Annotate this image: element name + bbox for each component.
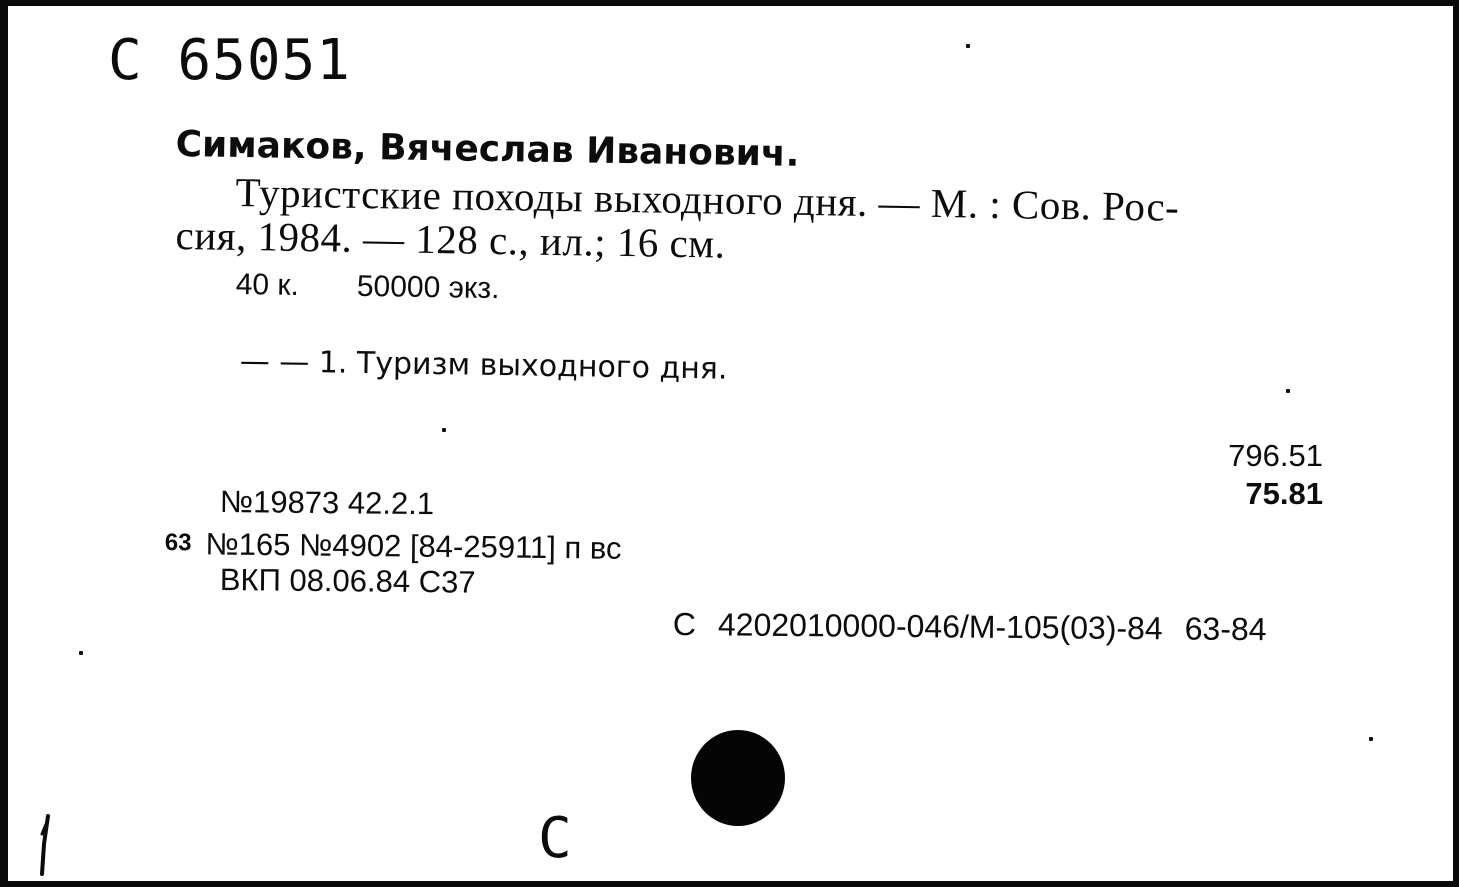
speck bbox=[1369, 737, 1373, 741]
price-line bbox=[235, 268, 499, 306]
tech-line-2-text: №165 №4902 [84-25911] п вс bbox=[205, 526, 622, 566]
tech-line-2 bbox=[165, 526, 622, 567]
speck bbox=[442, 428, 446, 432]
speck bbox=[966, 44, 970, 48]
speck bbox=[79, 651, 83, 655]
isbn-prefix: С bbox=[672, 606, 697, 643]
call-number: С 65051 bbox=[108, 28, 352, 93]
price: 40 к. bbox=[235, 268, 300, 302]
pen-mark-icon bbox=[38, 814, 52, 878]
author-heading: Симаков, Вячеслав Иванович. bbox=[175, 124, 800, 175]
punch-hole bbox=[691, 730, 785, 826]
isbn-code: 4202010000-046/М-105(03)-84 bbox=[717, 606, 1163, 647]
tech-line-2-lead: 63 bbox=[164, 528, 192, 557]
bottom-letter: С bbox=[538, 806, 572, 871]
print-run: 50000 экз. bbox=[356, 269, 500, 306]
title-line-2: сия, 1984. — 128 с., ил.; 16 см. bbox=[175, 211, 726, 267]
speck bbox=[1286, 389, 1290, 393]
isbn-suffix: 63-84 bbox=[1184, 610, 1267, 648]
tech-line-3: ВКП 08.06.84 С37 bbox=[219, 562, 476, 600]
subject-heading: — — 1. Туризм выходного дня. bbox=[239, 344, 728, 387]
classification-index-2: 75.81 bbox=[1245, 476, 1323, 511]
title-line-1: Туристские походы выходного дня. — М. : Сов. Рос- bbox=[235, 168, 1180, 230]
tech-line-1: №19873 42.2.1 bbox=[219, 484, 435, 522]
classification-index-1: 796.51 bbox=[1228, 438, 1323, 473]
isbn-line bbox=[673, 606, 1267, 648]
